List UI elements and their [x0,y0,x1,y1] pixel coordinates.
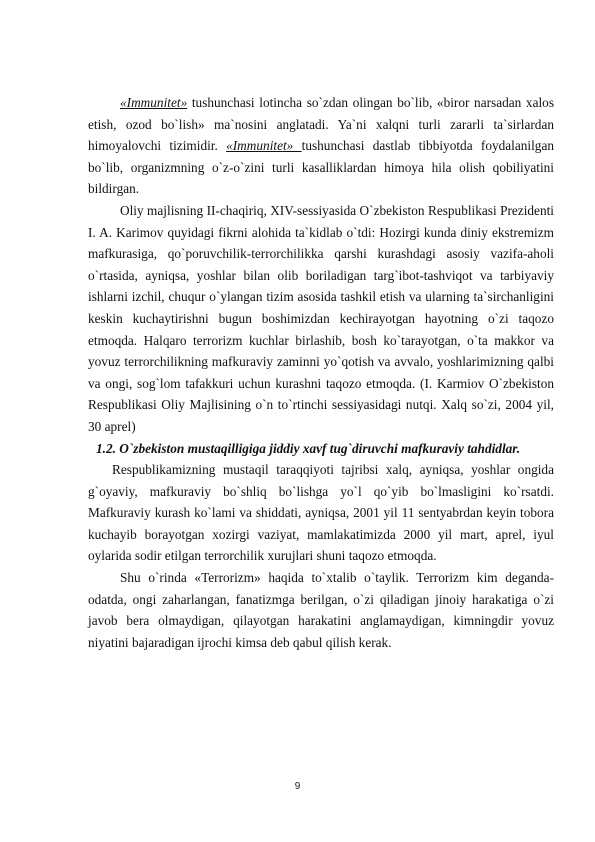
term-immunitet-1: «Immunitet» [120,95,188,110]
section-heading: 1.2. O`zbekiston mustaqilligiga jiddiy xavf tug`diruvchi mafkuraviy tahdidlar. [96,440,521,456]
paragraph-text: tushunchasi lotincha so`zdan olingan bo`lib, «biror narsadan xalos etish, ozod bo`lish» ma`nosini anglatadi. Ya`ni xalqni turli zararli ta`sirlardan himoyalovchi tizimidir. [88,95,554,154]
paragraph-terrorizm: Shu o`rinda «Terrorizm» haqida to`xtalib o`taylik. Terrorizm kim deganda-odatda, ongi zaharlangan, fanatizmga berilgan, o`zi qiladigan jinoiy harakatiga o`zi javob bera olmaydigan, qilayotgan harakatini anglamaydigan, kimningdir yovuz niyatini bajaradigan ijrochi kimsa deb qabul qilish kerak. [88,570,554,650]
paragraph-oliy-majlis: Oliy majlisning II-chaqiriq, XIV-sessiyasida O`zbekiston Respublikasi Prezidenti I. A. Karimov quyidagi fikrni alohida ta`kidlab o`tdi: Hozirgi kunda diniy ekstremizm mafkurasiga, qo`poruvchilik-terrorchilikka qarshi kurashdagi asosiy vazifa-aholi o`rtasida, ayniqsa, yoshlar bilan olib boriladigan targ`ibot-tashviqot va tarbiyaviy ishlarni izchil, chuqur o`ylangan tizim asosida tashkil etish va ularning ta`sirchanligini keskin kuchaytirishni bugun boshimizdan kechirayotgan hayotning o`zi taqozo etmoqda. Halqaro terrorizm kuchlar birlashib, bosh ko`tarayotgan, o`ta makkor va yovuz terrorchilikning mafkuraviy zaminni yo`qotish va avvalo, yoshlarimizning qalbi va ongi, sog`lom tafakkuri uchun kurashni taqozo etmoqda. (I. Karmiov O`zbekiston Respublikasi Oliy Majlisining o`n to`rtinchi sessiyasidagi nutqi. Xalq so`zi, 2004 yil, 30 aprel) [88,202,554,434]
paragraph-immunitet [88,92,554,200]
paragraph-respublika: Respublikamizning mustaqil taraqqiyoti tajribsi xalq, ayniqsa, yoshlar ongida g`oyaviy, mafkuraviy bo`shliq bo`lishga yo`l qo`yib bo`lmasligini ko`rsatdi. Mafkuraviy kurash ko`lami va shiddati, ayniqsa, 2001 yil 11 sentyabrdan keyin tobora kuchayib borayotgan xozirgi vaziyat, mamlakatimizda 2000 yil mart, aprel, iyul oylarida sodir etilgan terrorchilik xurujlari shuni taqozo etmoqda. [88,462,554,564]
term-immunitet-2: «Immunitet» [226,138,302,154]
paragraph-text: tushunchasi dastlab tibbiyotda foydalanilgan bo`lib, organizmning o`z-o`zini turli kasalliklardan himoya hila olish qobiliyatini bildirgan. [88,138,554,197]
document-page [88,92,554,653]
page-number: 9 [294,781,301,792]
